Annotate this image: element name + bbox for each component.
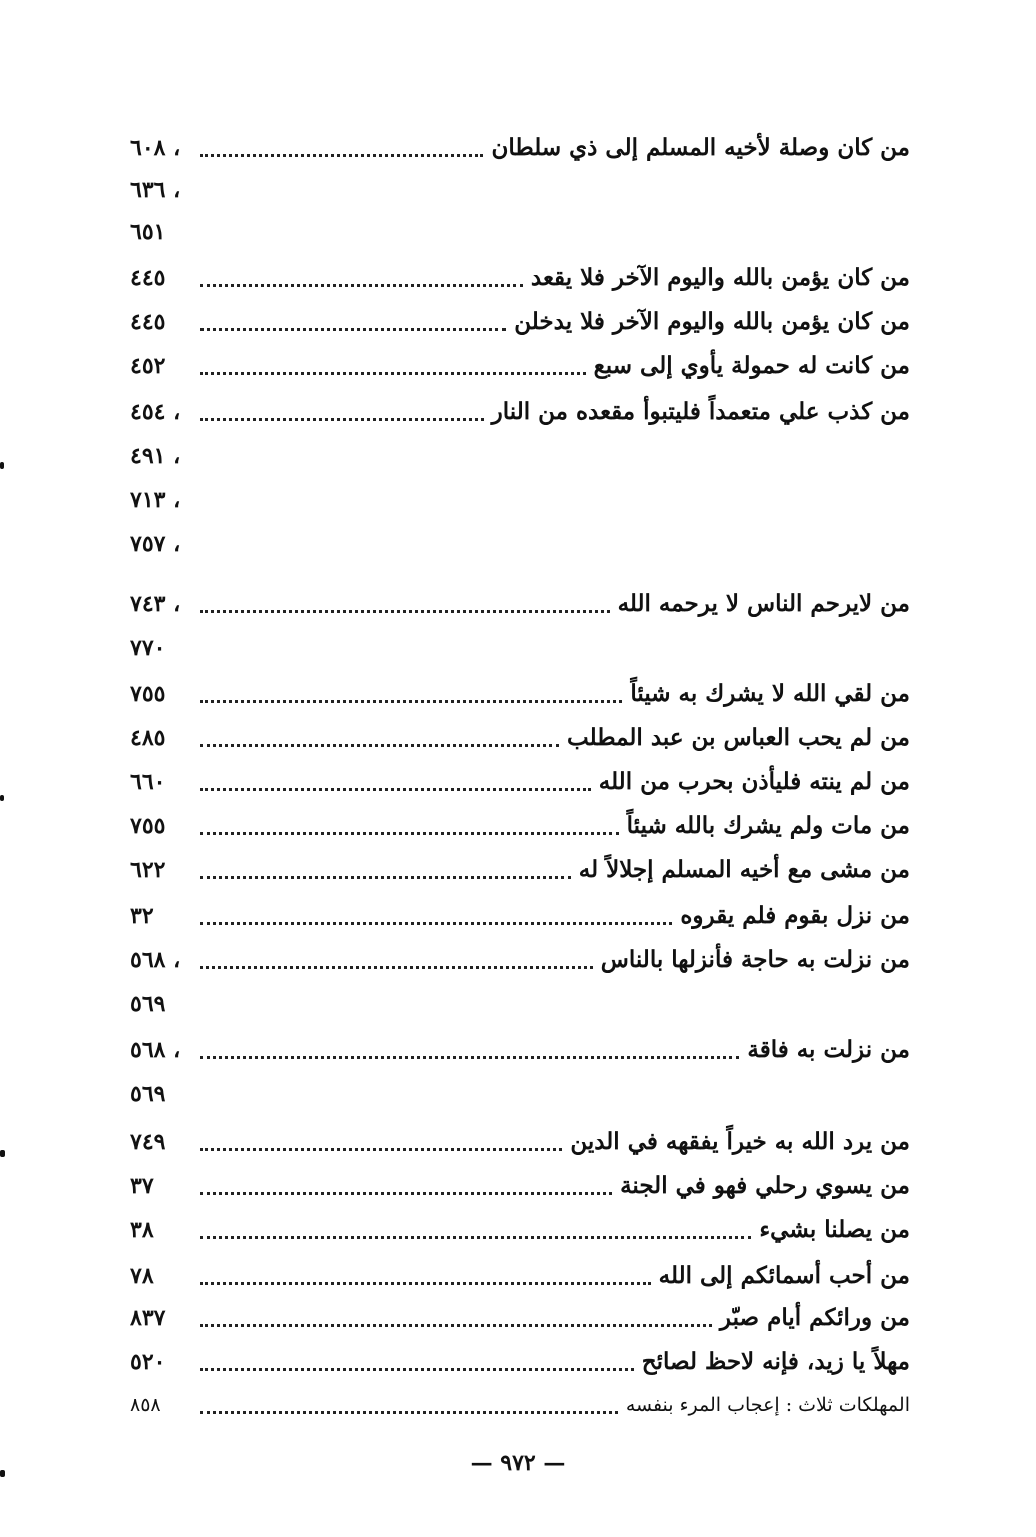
index-entry <box>130 762 910 802</box>
dot-leader <box>200 1282 651 1285</box>
page-reference: ٣٨ <box>130 1217 154 1243</box>
page-reference: ٦٥١ <box>130 219 166 245</box>
dot-leader <box>200 744 559 747</box>
page-reference: ٧٥٥ <box>130 681 166 707</box>
dot-leader <box>200 328 506 331</box>
index-entry <box>130 258 910 298</box>
hadith-entry-text: من لقي الله لا يشرك به شيئاً <box>630 680 910 707</box>
hadith-entry-text: المهلكات ثلاث : إعجاب المرء بنفسه <box>625 1394 910 1416</box>
index-entry <box>130 1122 910 1162</box>
dot-leader <box>200 700 622 703</box>
index-entry <box>130 346 910 386</box>
page-reference: ٥٦٩ <box>130 1081 166 1107</box>
page-reference: ٦٦٠ <box>130 769 166 795</box>
page-reference: ٧١٣ ، <box>130 487 181 513</box>
hadith-entry-text: من لايرحم الناس لا يرحمه الله <box>617 590 910 617</box>
index-entry <box>130 628 910 668</box>
index-entry <box>130 212 910 252</box>
page-reference: ٤٥٤ ، <box>130 399 181 425</box>
dot-leader <box>200 154 483 157</box>
hadith-entry-text: من لم يحب العباس بن عبد المطلب <box>567 724 910 751</box>
page-reference: ٨٣٧ <box>130 1305 166 1331</box>
page-reference: ٤٤٥ <box>130 309 166 335</box>
hadith-entry-text: من كذب علي متعمداً فليتبوأ مقعده من النار <box>491 398 910 425</box>
dot-leader <box>200 922 672 925</box>
dot-leader <box>200 1056 739 1059</box>
page-reference: ٧٥٧ ، <box>130 531 181 557</box>
page-reference: ٤٨٥ <box>130 725 166 751</box>
hadith-entry-text: من يصلنا بشيء <box>759 1216 910 1243</box>
page-number: — ٩٧٢ — <box>470 1450 566 1476</box>
page-reference: ٦٠٨ ، <box>130 135 181 161</box>
index-entry <box>130 128 910 168</box>
index-entry <box>130 1298 910 1338</box>
page-reference: ٣٢ <box>130 903 154 929</box>
page-reference: ٥٦٩ <box>130 991 166 1017</box>
index-entry <box>130 480 910 520</box>
index-entry <box>130 1210 910 1250</box>
index-entry <box>130 984 910 1024</box>
dot-leader <box>200 284 523 287</box>
page-reference: ٧٨ <box>130 1263 154 1289</box>
page-reference: ٧٤٩ <box>130 1129 166 1155</box>
edge-mark <box>0 795 4 801</box>
hadith-entry-text: من ورائكم أيام صبّر <box>719 1304 910 1331</box>
dot-leader <box>200 1148 562 1151</box>
index-entry <box>130 302 910 342</box>
page-reference: ٤٤٥ <box>130 265 166 291</box>
index-entry <box>130 850 910 890</box>
hadith-entry-text: من كان يؤمن بالله واليوم الآخر فلا يقعد <box>530 264 910 291</box>
hadith-entry-text: من مشى مع أخيه المسلم إجلالاً له <box>578 856 910 883</box>
hadith-entry-text: من كان يؤمن بالله واليوم الآخر فلا يدخلن <box>514 308 910 335</box>
index-entry <box>130 170 910 210</box>
dot-leader <box>200 788 591 791</box>
edge-mark <box>0 1470 5 1477</box>
index-entry <box>130 1385 910 1425</box>
page-reference: ٨٥٨ <box>130 1394 161 1416</box>
hadith-entry-text: من كان وصلة لأخيه المسلم إلى ذي سلطان <box>491 134 910 161</box>
hadith-entry-text: مهلاً يا زيد، فإنه لاحظ لصائح <box>641 1348 910 1375</box>
page-reference: ٤٩١ ، <box>130 443 181 469</box>
dot-leader <box>200 610 610 613</box>
index-entry <box>130 1256 910 1296</box>
index-entry <box>130 1342 910 1382</box>
page-reference: ٧٤٣ ، <box>130 591 181 617</box>
hadith-entry-text: من مات ولم يشرك بالله شيئاً <box>626 812 910 839</box>
index-entry <box>130 674 910 714</box>
hadith-entry-text: من يسوي رحلي فهو في الجنة <box>620 1172 910 1199</box>
hadith-entry-text: من يرد الله به خيراً يفقهه في الدين <box>570 1128 910 1155</box>
index-entry <box>130 940 910 980</box>
dot-leader <box>200 966 593 969</box>
page-reference: ٧٥٥ <box>130 813 166 839</box>
hadith-entry-text: من نزلت به حاجة فأنزلها بالناس <box>600 946 910 973</box>
dot-leader <box>200 372 586 375</box>
dot-leader <box>200 876 571 879</box>
dot-leader <box>200 1324 712 1327</box>
page-reference: ٥٦٨ ، <box>130 947 181 973</box>
index-entry <box>130 584 910 624</box>
index-entry <box>130 1030 910 1070</box>
index-entry <box>130 718 910 758</box>
index-entry <box>130 1074 910 1114</box>
edge-mark <box>0 1150 5 1157</box>
dot-leader <box>200 1411 618 1414</box>
dot-leader <box>200 418 484 421</box>
hadith-entry-text: من نزلت به فاقة <box>747 1036 910 1063</box>
page-reference: ٧٧٠ <box>130 635 166 661</box>
hadith-entry-text: من لم ينته فليأذن بحرب من الله <box>598 768 910 795</box>
page-reference: ٥٦٨ ، <box>130 1037 181 1063</box>
index-entry <box>130 806 910 846</box>
dot-leader <box>200 1368 634 1371</box>
hadith-entry-text: من كانت له حمولة يأوي إلى سبع <box>593 352 910 379</box>
dot-leader <box>200 1236 751 1239</box>
hadith-entry-text: من نزل بقوم فلم يقروه <box>680 902 910 929</box>
page-reference: ٤٥٢ <box>130 353 166 379</box>
page-reference: ٥٢٠ <box>130 1349 166 1375</box>
dot-leader <box>200 832 619 835</box>
index-entry <box>130 392 910 432</box>
page-reference: ٣٧ <box>130 1173 154 1199</box>
index-entry <box>130 1166 910 1206</box>
index-entry <box>130 436 910 476</box>
edge-mark <box>0 462 4 469</box>
index-entry <box>130 524 910 564</box>
hadith-entry-text: من أحب أسمائكم إلى الله <box>658 1262 910 1289</box>
page-reference: ٦٣٦ ، <box>130 177 181 203</box>
index-entry <box>130 896 910 936</box>
dot-leader <box>200 1192 612 1195</box>
page-reference: ٦٢٢ <box>130 857 166 883</box>
